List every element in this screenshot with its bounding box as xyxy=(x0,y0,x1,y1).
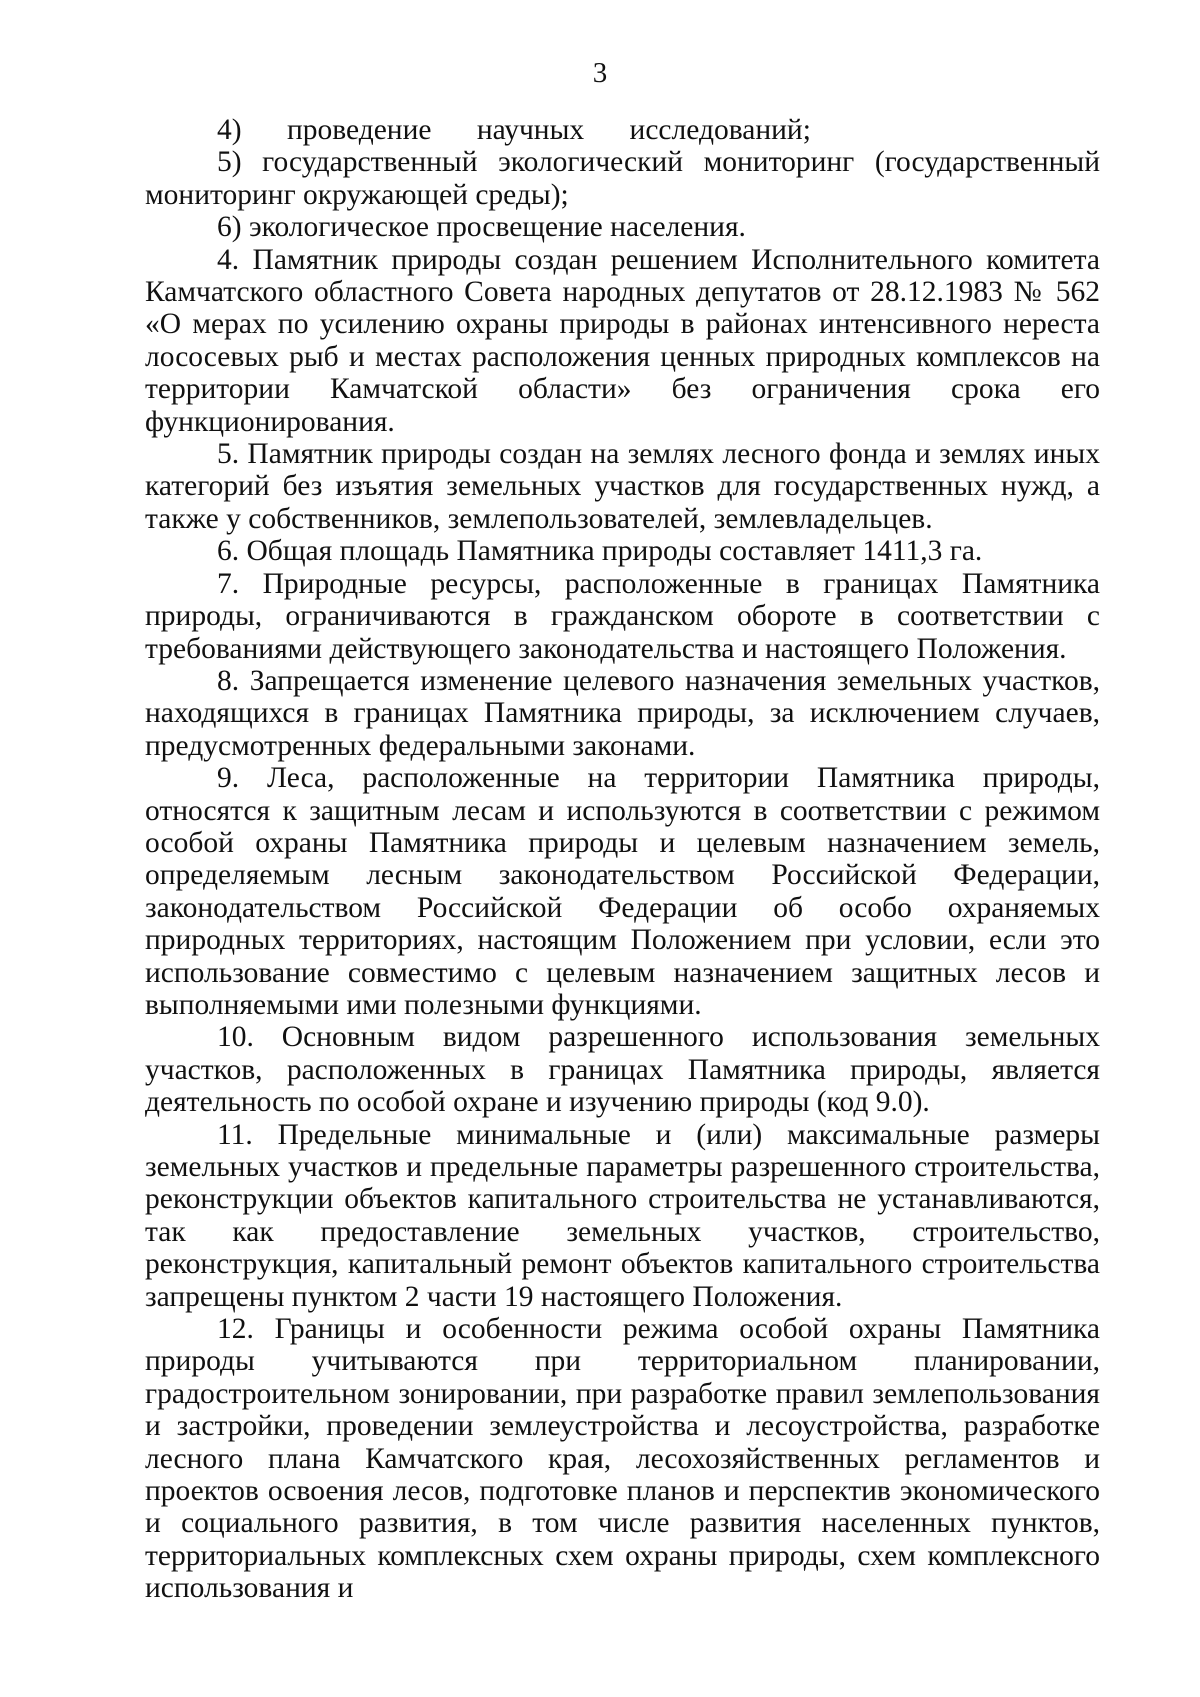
paragraph-clause-5: 5. Памятник природы создан на землях лесного фонда и землях иных категорий без изъятия земельных участков для государственных нужд, а также у собственников, землепользователей, землевладельцев. xyxy=(145,438,1100,535)
paragraph-clause-9: 9. Леса, расположенные на территории Памятника природы, относятся к защитным лесам и используются в соответствии с режимом особой охраны Памятника природы и целевым назначением земель, определяемым лесным законодательством Российской Федерации, законодательством Российской Федерации об особо охраняемых природных территориях, настоящим Положением при условии, если это использование совместимо с целевым назначением защитных лесов и выполняемыми ими полезными функциями. xyxy=(145,762,1100,1021)
paragraph-clause-10: 10. Основным видом разрешенного использования земельных участков, расположенных в границах Памятника природы, является деятельность по особой охране и изучению природы (код 9.0). xyxy=(145,1021,1100,1119)
paragraph-clause-11: 11. Предельные минимальные и (или) максимальные размеры земельных участков и предельные параметры разрешенного строительства, реконструкции объектов капитального строительства не устанавливаются, так как предоставление земельных участков, строительство, реконструкция, капитальный ремонт объектов капитального строительства запрещены пунктом 2 части 19 настоящего Положения. xyxy=(145,1118,1100,1313)
paragraph-item-5: 5) государственный экологический мониторинг (государственный мониторинг окружающей среды); xyxy=(145,146,1100,211)
paragraph-clause-4: 4. Памятник природы создан решением Исполнительного комитета Камчатского областного Совета народных депутатов от 28.12.1983 № 562 «О мерах по усилению охраны природы в районах интенсивного нереста лососевых рыб и местах расположения ценных природных комплексов на территории Камчатской области» без ограничения срока его функционирования. xyxy=(145,243,1100,438)
page-number: 3 xyxy=(592,57,608,89)
paragraph-clause-6: 6. Общая площадь Памятника природы составляет 1411,3 га. xyxy=(217,535,983,568)
document-body xyxy=(145,114,1100,1605)
paragraph-clause-8: 8. Запрещается изменение целевого назначения земельных участков, находящихся в границах Памятника природы, за исключением случаев, предусмотренных федеральными законами. xyxy=(145,664,1100,762)
paragraph-item-4: 4) проведение научных исследований; xyxy=(217,114,811,146)
paragraph-clause-7: 7. Природные ресурсы, расположенные в границах Памятника природы, ограничиваются в гражданском обороте в соответствии с требованиями действующего законодательства и настоящего Положения. xyxy=(145,567,1100,665)
paragraph-clause-12: 12. Границы и особенности режима особой охраны Памятника природы учитываются при территориальном планировании, градостроительном зонировании, при разработке правил землепользования и застройки, проведении землеустройства и лесоустройства, разработке лесного плана Камчатского края, лесохозяйственных регламентов и проектов освоения лесов, подготовке планов и перспектив экономического и социального развития, в том числе развития населенных пунктов, территориальных комплексных схем охраны природы, схем комплексного использования и xyxy=(145,1313,1100,1605)
paragraph-item-6: 6) экологическое просвещение населения. xyxy=(217,211,746,244)
